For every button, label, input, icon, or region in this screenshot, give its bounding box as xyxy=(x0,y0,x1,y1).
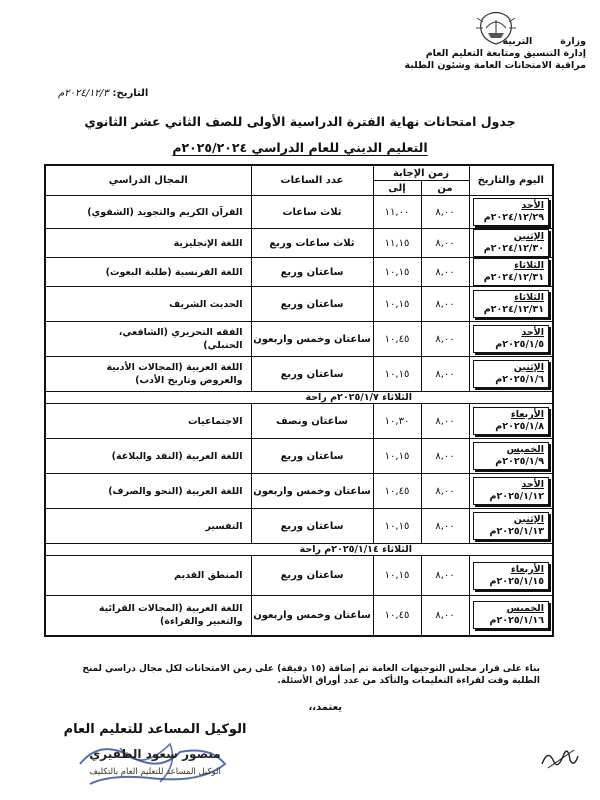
hours-cell: ثلاث ساعات xyxy=(251,196,373,229)
day-date-cell xyxy=(469,596,553,636)
subject-line-1: اللغة العربية (النقد والبلاغة) xyxy=(111,450,243,462)
day-date-cell xyxy=(469,474,553,509)
exam-date: ٢٠٢٤/١٢/٣٠م xyxy=(483,243,544,254)
table-row xyxy=(45,258,553,287)
subject-line-1: اللغة العربية (النحو والصرف) xyxy=(108,485,243,497)
subject-line-1: المنطق القديم xyxy=(174,570,243,581)
date-value: ٢٠٢٤/١٢/٣م xyxy=(58,88,109,99)
schedule-table-wrapper xyxy=(44,164,552,637)
ministry-name: التربية xyxy=(502,36,533,47)
day-date-box xyxy=(473,325,550,353)
day-date-cell xyxy=(469,439,553,474)
day-date-box xyxy=(473,360,550,388)
subject-line-1: الفقه التحريري (الشافعي، xyxy=(118,327,243,338)
day-date-box xyxy=(473,442,550,470)
day-date-box xyxy=(473,229,550,257)
exam-date: ٢٠٢٥/١/١٢م xyxy=(489,491,544,502)
day-name: الثلاثاء xyxy=(514,292,544,303)
time-from-cell: ٨,٠٠ xyxy=(421,474,469,509)
time-note-line-2: الطلبة وقت لقراءة التعليمات والتأكد من عدد أوراق الأسئلة. xyxy=(277,676,540,686)
schedule-title: جدول امتحانات نهاية الفترة الدراسية الأولى للصف الثاني عشر الثانوي xyxy=(84,114,516,129)
subject-cell xyxy=(45,439,251,474)
rest-day-row xyxy=(45,392,553,404)
day-name: الأربعاء xyxy=(510,563,544,575)
hours-cell: ساعتان وربع xyxy=(251,439,373,474)
day-date-cell xyxy=(469,556,553,596)
subject-line-2: والعروض وتاريخ الأدب) xyxy=(135,375,243,386)
time-from-cell: ٨,٠٠ xyxy=(421,258,469,287)
day-name: الإثنين xyxy=(513,514,544,525)
time-from-cell: ٨,٠٠ xyxy=(421,404,469,439)
day-name: الإثنين xyxy=(513,231,544,242)
document-date xyxy=(58,88,148,99)
time-to-cell: ١٠,١٥ xyxy=(373,509,421,544)
time-to-cell: ١٠,٤٥ xyxy=(373,322,421,357)
time-to-cell: ١٠,١٥ xyxy=(373,556,421,596)
day-date-box xyxy=(473,407,550,435)
subject-cell xyxy=(45,322,251,357)
time-note-line-1: بناء على قرار مجلس التوجيهات العامة تم إضافة (١٥ دقيقة) على زمن الامتحانات لكل مجال دراسي لمنح xyxy=(82,664,540,674)
subject-cell xyxy=(45,196,251,229)
day-name: الأحد xyxy=(521,327,544,338)
hours-cell: ساعتان وربع xyxy=(251,357,373,392)
signature-scribble-icon xyxy=(60,734,240,794)
time-to-cell: ١٠,٣٠ xyxy=(373,404,421,439)
table-row xyxy=(45,196,553,229)
time-to-cell: ١٠,٤٥ xyxy=(373,596,421,636)
subject-line-2: والتعبير والقراءة) xyxy=(160,616,243,628)
time-to-cell: ١٠,١٥ xyxy=(373,439,421,474)
section-name: مراقبة الامتحانات العامة وشئون الطلبة xyxy=(404,60,586,71)
exam-date: ٢٠٢٥/١/٨م xyxy=(495,421,544,432)
hours-cell: ثلاث ساعات وربع xyxy=(251,229,373,258)
table-row xyxy=(45,474,553,509)
hours-cell: ساعتان وخمس واربعون xyxy=(251,474,373,509)
ministry-word: وزارة xyxy=(560,36,586,47)
table-row xyxy=(45,229,553,258)
day-date-cell xyxy=(469,509,553,544)
hours-cell: ساعتان وربع xyxy=(251,556,373,596)
day-date-cell xyxy=(469,229,553,258)
time-to-cell: ١٠,١٥ xyxy=(373,258,421,287)
hours-cell: ساعتان وخمس واربعون xyxy=(251,596,373,636)
day-date-cell xyxy=(469,322,553,357)
time-from-cell: ٨,٠٠ xyxy=(421,196,469,229)
day-date-box xyxy=(473,258,550,286)
table-row xyxy=(45,509,553,544)
hours-cell: ساعتان وربع xyxy=(251,287,373,322)
day-name: الثلاثاء xyxy=(514,260,544,271)
header-day-date: اليوم والتاريخ xyxy=(469,165,553,196)
exam-date: ٢٠٢٤/١٢/٣١م xyxy=(483,304,544,315)
day-name: الخميس xyxy=(506,603,544,615)
subject-line-1: الاجتماعيات xyxy=(188,415,243,427)
header-to: إلى xyxy=(373,181,421,196)
time-to-cell: ١٠,١٥ xyxy=(373,357,421,392)
subject-line-1: التفسير xyxy=(205,520,243,532)
time-from-cell: ٨,٠٠ xyxy=(421,596,469,636)
day-date-cell xyxy=(469,287,553,322)
day-date-box xyxy=(473,198,550,226)
day-date-cell xyxy=(469,357,553,392)
schedule-subtitle-text: التعليم الديني للعام الدراسي ٢٠٢٥/٢٠٢٤م xyxy=(172,140,428,155)
time-from-cell: ٨,٠٠ xyxy=(421,287,469,322)
day-name: الأحد xyxy=(521,479,544,490)
time-from-cell: ٨,٠٠ xyxy=(421,556,469,596)
schedule-table xyxy=(44,164,554,637)
time-from-cell: ٨,٠٠ xyxy=(421,229,469,258)
hours-cell: ساعتان وربع xyxy=(251,509,373,544)
day-date-box xyxy=(473,477,550,505)
department-name: إدارة التنسيق ومتابعة التعليم العام xyxy=(425,48,586,59)
rest-day-cell: الثلاثاء ٢٠٢٥/١/٧م راحة xyxy=(45,392,553,404)
subject-line-2: الحنبلي) xyxy=(203,340,243,351)
exam-date: ٢٠٢٥/١/٦م xyxy=(495,374,544,385)
subject-cell xyxy=(45,357,251,392)
time-from-cell: ٨,٠٠ xyxy=(421,439,469,474)
day-date-box xyxy=(473,290,550,318)
time-note xyxy=(60,663,540,687)
table-row xyxy=(45,439,553,474)
table-row xyxy=(45,556,553,596)
exam-date: ٢٠٢٥/١/١٣م xyxy=(489,526,544,537)
table-row xyxy=(45,404,553,439)
subject-line-1: اللغة العربية (المجالات الأدبية xyxy=(106,362,243,373)
exam-date: ٢٠٢٥/١/٥م xyxy=(495,339,544,350)
header-answer-time: زمن الإجابة xyxy=(373,165,469,181)
table-header-row xyxy=(45,165,553,181)
signer-name: منصور سعود الظفيري xyxy=(89,747,221,761)
schedule-subtitle xyxy=(60,140,540,155)
subject-line-1: اللغة الإنجليزية xyxy=(173,237,243,249)
day-name: الأحد xyxy=(521,200,544,211)
ministry-header xyxy=(376,36,586,72)
time-from-cell: ٨,٠٠ xyxy=(421,357,469,392)
subject-cell xyxy=(45,509,251,544)
signer-title: الوكيل المساعد للتعليم العام xyxy=(63,722,247,737)
hours-cell: ساعتان وربع xyxy=(251,258,373,287)
hours-cell: ساعتان ونصف xyxy=(251,404,373,439)
exam-date: ٢٠٢٥/١/١٦م xyxy=(489,615,544,627)
day-date-box xyxy=(473,512,550,540)
day-date-box xyxy=(473,562,550,590)
rest-day-cell: الثلاثاء ٢٠٢٥/١/١٤م راحة xyxy=(45,544,553,556)
table-row xyxy=(45,322,553,357)
subject-line-1: القرآن الكريم والتجويد (الشفوي) xyxy=(87,206,243,218)
exam-date: ٢٠٢٥/١/٩م xyxy=(495,456,544,467)
time-from-cell: ٨,٠٠ xyxy=(421,509,469,544)
subject-cell xyxy=(45,258,251,287)
day-date-cell xyxy=(469,196,553,229)
day-name: الخميس xyxy=(506,444,544,455)
exam-date: ٢٠٢٥/١/١٥م xyxy=(489,575,544,587)
day-date-cell xyxy=(469,404,553,439)
subject-line-1: اللغة العربية (المجالات القرائية xyxy=(98,603,243,615)
subject-cell xyxy=(45,404,251,439)
subject-cell xyxy=(45,287,251,322)
table-row xyxy=(45,596,553,636)
subject-cell xyxy=(45,229,251,258)
time-to-cell: ١١,١٥ xyxy=(373,229,421,258)
day-name: الأربعاء xyxy=(510,409,544,420)
exam-date: ٢٠٢٤/١٢/٢٩م xyxy=(483,212,544,223)
hours-cell: ساعتان وخمس واربعون xyxy=(251,322,373,357)
day-name: الإثنين xyxy=(513,362,544,373)
table-row xyxy=(45,357,553,392)
subject-line-1: الحديث الشريف xyxy=(169,298,243,310)
header-subject: المجال الدراسي xyxy=(45,165,251,196)
subject-line-1: اللغة الفرنسية (طلبة البعوث) xyxy=(105,266,243,278)
day-date-box xyxy=(473,601,550,629)
table-row xyxy=(45,287,553,322)
header-from: من xyxy=(421,181,469,196)
header-hours: عدد الساعات xyxy=(251,165,373,196)
exam-date: ٢٠٢٤/١٢/٣١م xyxy=(483,272,544,283)
subject-cell xyxy=(45,556,251,596)
table-body xyxy=(45,196,553,636)
initials-mark-icon xyxy=(538,742,582,774)
time-to-cell: ١٠,٤٥ xyxy=(373,474,421,509)
time-to-cell: ١٠,١٥ xyxy=(373,287,421,322)
day-date-cell xyxy=(469,258,553,287)
approval-text: يعتمد،، xyxy=(308,702,342,713)
signer-subtitle: الوكيل المساعد للتعليم العام بالتكليف xyxy=(89,767,221,777)
time-from-cell: ٨,٠٠ xyxy=(421,322,469,357)
subject-cell xyxy=(45,474,251,509)
time-to-cell: ١١,٠٠ xyxy=(373,196,421,229)
date-label: التاريخ: xyxy=(112,88,149,99)
rest-day-row xyxy=(45,544,553,556)
subject-cell xyxy=(45,596,251,636)
